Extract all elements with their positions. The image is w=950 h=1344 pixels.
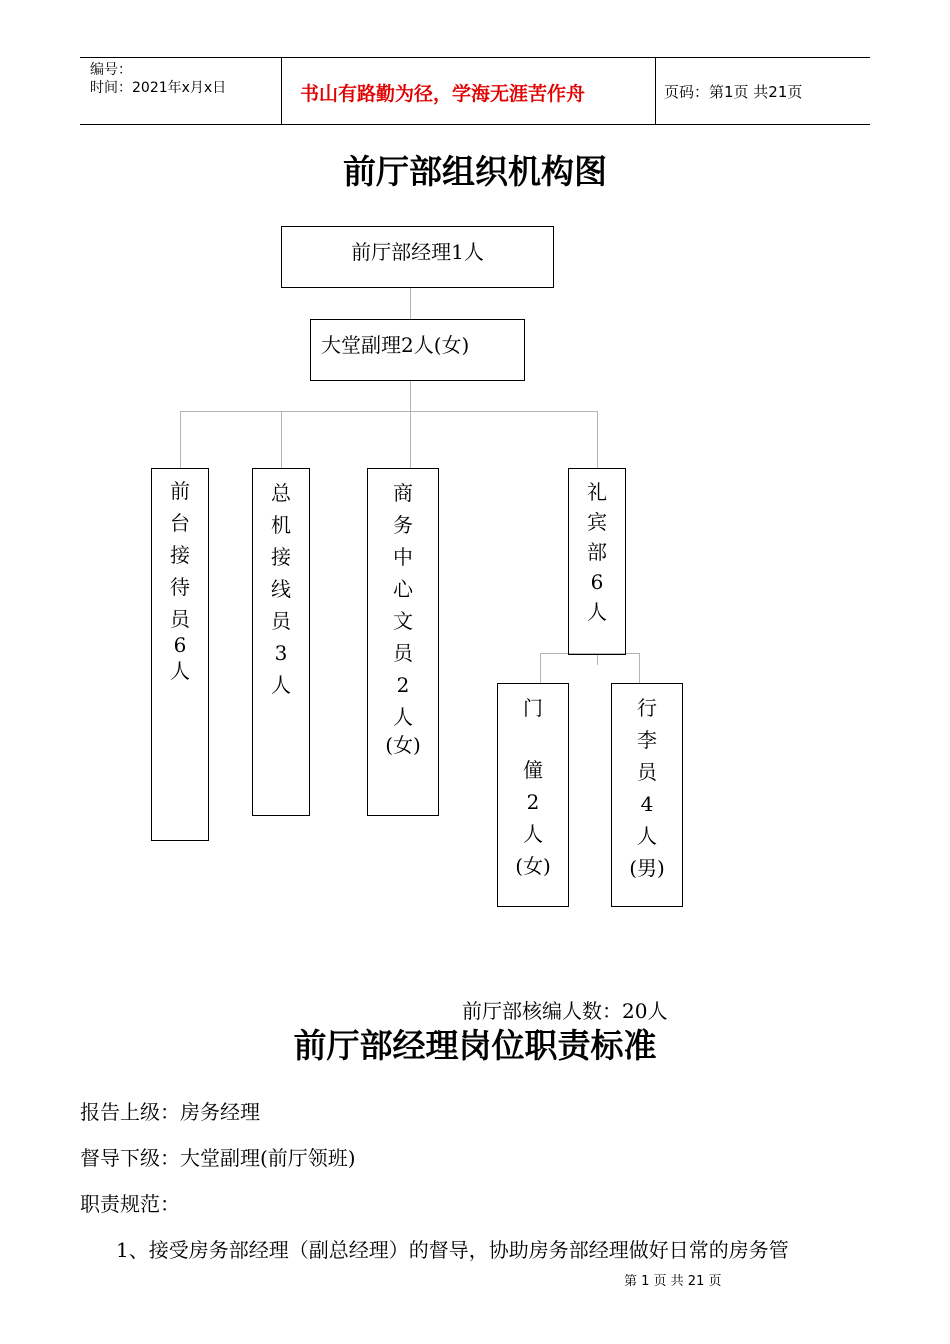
connector-unit-4 xyxy=(597,411,598,469)
unit-label-front-desk: 前 台 接 待 员 6 人 xyxy=(170,479,190,683)
connector-sub-1 xyxy=(540,653,541,684)
job-description-title: 前厅部经理岗位职责标准 xyxy=(293,1026,657,1065)
unit-box-business-center xyxy=(367,468,439,816)
header-time-label: 时间：2021年x月x日 xyxy=(90,80,227,96)
duties-label: 职责规范： xyxy=(80,1192,180,1216)
report-to-line: 报告上级：房务经理 xyxy=(80,1100,260,1124)
connector-unit-1 xyxy=(180,411,181,469)
duty-item-1: 1、接受房务部经理（副总经理）的督导，协助房务部经理做好日常的房务管 xyxy=(116,1238,789,1262)
unit-label-concierge: 礼 宾 部 6 人 xyxy=(587,480,607,624)
sub-unit-box-doorman xyxy=(497,683,569,907)
connector-unit-2 xyxy=(281,411,282,469)
unit-box-operator xyxy=(252,468,310,816)
footer-page-number: 第 1 页 共 21 页 xyxy=(624,1274,722,1289)
sub-unit-label-bellman: 行 李 员 4 人 (男) xyxy=(629,696,665,880)
connector-concierge-down xyxy=(597,655,598,665)
header-top-rule xyxy=(80,57,870,58)
unit-box-front-desk xyxy=(151,468,209,841)
assistant-manager-box xyxy=(310,319,525,381)
unit-box-concierge xyxy=(568,468,626,655)
manager-box xyxy=(281,226,554,288)
header-motto: 书山有路勤为径，学海无涯苦作舟 xyxy=(300,83,586,105)
header-divider-left xyxy=(281,57,282,125)
sub-unit-label-doorman: 门 僮 2 人 (女) xyxy=(515,696,551,878)
sub-unit-box-bellman xyxy=(611,683,683,907)
org-chart-title: 前厅部组织机构图 xyxy=(343,152,607,191)
header-number-label: 编号： xyxy=(90,62,132,78)
connector-manager-to-assistant xyxy=(410,288,411,320)
manager-label: 前厅部经理1人 xyxy=(351,240,484,264)
unit-label-operator: 总 机 接 线 员 3 人 xyxy=(271,481,291,697)
header-divider-right xyxy=(655,57,656,125)
assistant-manager-label: 大堂副理2人(女) xyxy=(321,333,470,357)
connector-units-horizontal xyxy=(180,411,597,412)
headcount-note: 前厅部核编人数：20人 xyxy=(462,999,668,1023)
supervise-line: 督导下级：大堂副理(前厅领班) xyxy=(80,1146,356,1170)
unit-label-business-center: 商 务 中 心 文 员 2 人 (女) xyxy=(385,481,421,757)
header-page-info: 页码：第1页 共21页 xyxy=(664,83,803,101)
connector-sub-2 xyxy=(639,653,640,684)
connector-assistant-to-units xyxy=(410,381,411,469)
header-bottom-rule xyxy=(80,124,870,125)
